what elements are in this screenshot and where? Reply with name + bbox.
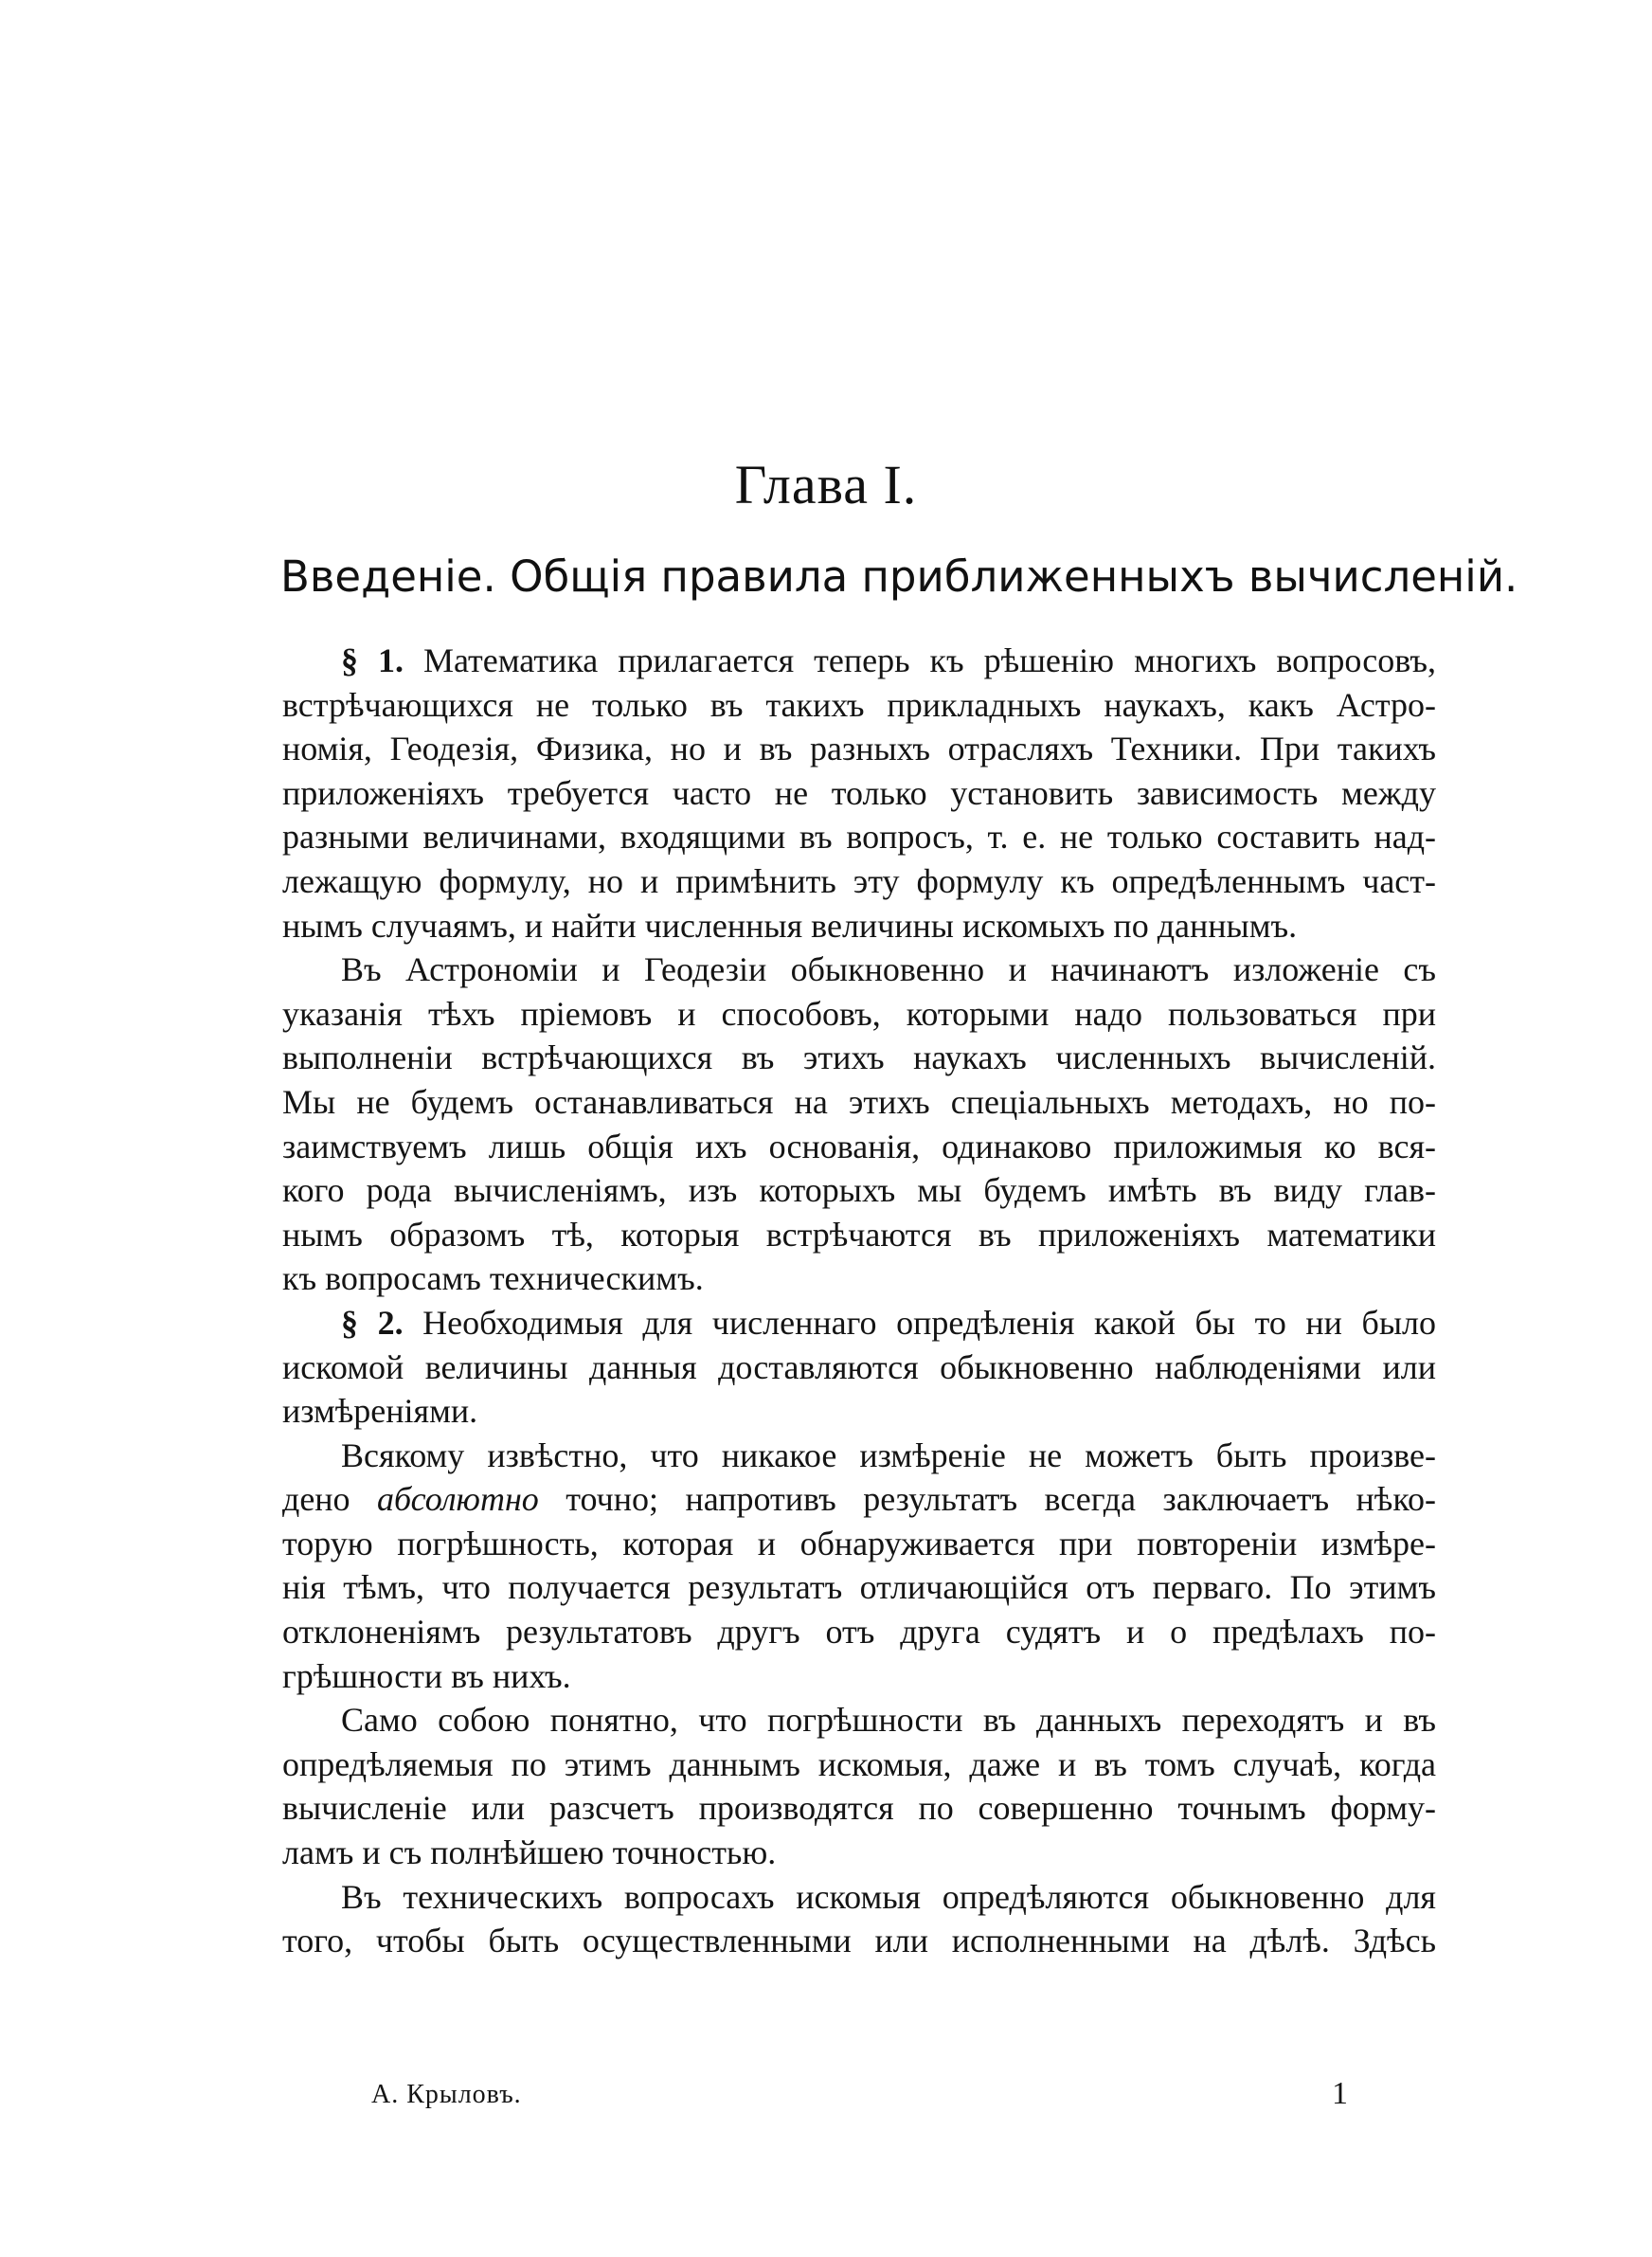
body-text [282, 639, 1436, 1963]
section-sign: § 2. [341, 1303, 404, 1342]
text-line: указанія тѣхъ пріемовъ и способовъ, которыми надо пользоваться при [282, 994, 1436, 1033]
text-line: искомой величины данныя доставляются обыкновенно наблюденіями или [282, 1347, 1436, 1386]
text-line: нымъ случаямъ, и найти численныя величины искомыхъ по даннымъ. [282, 906, 1298, 945]
text-line: Само собою понятно, что погрѣшности въ данныхъ переходятъ и въ [341, 1701, 1436, 1740]
signature-mark: 1 [1332, 2076, 1348, 2111]
text-line: отклоненіямъ результатовъ другъ отъ друга судятъ и о предѣлахъ по- [282, 1613, 1436, 1652]
text-line: Въ Астрономіи и Геодезіи обыкновенно и начинаютъ изложеніе съ [341, 950, 1436, 989]
text-line: къ вопросамъ техническимъ. [282, 1259, 704, 1298]
text-line-content: Необходимыя для численнаго опредѣленія какой бы то ни было [403, 1303, 1436, 1342]
chapter-subtitle: Введеніе. Общія правила приближенныхъ вычисленій. [280, 551, 1518, 602]
section-sign: § 1. [341, 641, 404, 679]
text-line: Мы не будемъ останавливаться на этихъ спеціальныхъ методахъ, но по- [282, 1082, 1436, 1121]
text-line: нія тѣмъ, что получается результатъ отличающійся отъ перваго. По этимъ [282, 1568, 1436, 1607]
text-line [282, 639, 1436, 683]
text-line: измѣреніями. [282, 1392, 478, 1431]
text-line: вычисленіе или разсчетъ производятся по совершенно точнымъ форму- [282, 1789, 1436, 1828]
chapter-title: Глава I. [734, 454, 918, 515]
text-line: встрѣчающихся не только въ такихъ прикладныхъ наукахъ, какъ Астро- [282, 685, 1436, 724]
text-line: кого рода вычисленіямъ, изъ которыхъ мы будемъ имѣть въ виду глав- [282, 1171, 1436, 1210]
text-line-start: дено [282, 1480, 378, 1519]
text-line: того, чтобы быть осуществленными или исполненными на дѣлѣ. Здѣсь [282, 1922, 1436, 1960]
text-line: Всякому извѣстно, что никакое измѣреніе не можетъ быть произве- [341, 1435, 1436, 1474]
emphasized-word: абсолютно [377, 1480, 539, 1519]
page-footer [0, 2076, 1652, 2122]
text-line-content: точно; напротивъ результатъ всегда заключаетъ нѣко- [538, 1480, 1436, 1519]
text-line: грѣшности въ нихъ. [282, 1656, 571, 1695]
text-line: номія, Геодезія, Физика, но и въ разныхъ отрасляхъ Техники. При такихъ [282, 730, 1436, 768]
text-line: Въ техническихъ вопросахъ искомыя опредѣляются обыкновенно для [341, 1877, 1436, 1916]
text-line: нымъ образомъ тѣ, которыя встрѣчаются въ приложеніяхъ математики [282, 1215, 1436, 1254]
text-line: разными величинами, входящими въ вопросъ, т. е. не только составить над- [282, 818, 1436, 857]
text-line: опредѣляемыя по этимъ даннымъ искомыя, даже и въ томъ случаѣ, когда [282, 1744, 1436, 1783]
text-line: торую погрѣшность, которая и обнаруживается при повтореніи измѣре- [282, 1524, 1436, 1562]
text-line: заимствуемъ лишь общія ихъ основанія, одинаково приложимыя ко вся- [282, 1127, 1436, 1165]
text-line: лежащую формулу, но и примѣнить эту формулу къ опредѣленнымъ част- [282, 861, 1436, 900]
text-line [282, 1301, 1436, 1345]
footer-author: А. Крыловъ. [371, 2080, 522, 2109]
text-line [282, 1477, 1436, 1522]
text-line: выполненіи встрѣчающихся въ этихъ наукахъ численныхъ вычисленій. [282, 1038, 1436, 1077]
text-line-content: Математика прилагается теперь къ рѣшенію многихъ вопросовъ, [404, 641, 1436, 679]
text-line: приложеніяхъ требуется часто не только установить зависимость между [282, 773, 1436, 812]
text-line: ламъ и съ полнѣйшею точностью. [282, 1833, 777, 1872]
